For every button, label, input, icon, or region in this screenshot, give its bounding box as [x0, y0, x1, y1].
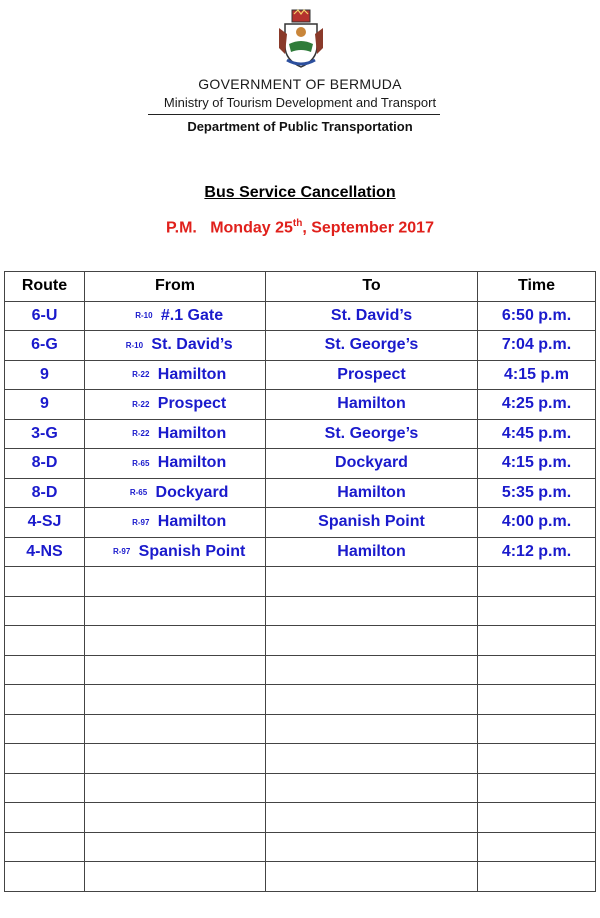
from-cell: [85, 508, 266, 538]
route-cell: 3-G: [5, 419, 85, 449]
cancellation-table: [4, 271, 596, 892]
empty-cell: [478, 832, 596, 862]
route-code: R-65: [129, 488, 148, 498]
empty-table-row: [5, 832, 596, 862]
table-row: [5, 449, 596, 479]
empty-cell: [5, 832, 85, 862]
empty-cell: [5, 655, 85, 685]
from-cell: [85, 331, 266, 361]
table-row: [5, 331, 596, 361]
empty-cell: [85, 773, 266, 803]
table-row: [5, 508, 596, 538]
empty-cell: [266, 744, 478, 774]
route-code: R-97: [132, 517, 150, 527]
notice-day: Monday 25: [210, 219, 293, 237]
empty-cell: [478, 862, 596, 892]
empty-table-row: [5, 655, 596, 685]
route-code: R-65: [132, 458, 150, 468]
time-cell: 4:25 p.m.: [478, 390, 596, 420]
from-cell: [85, 449, 266, 479]
from-cell: [85, 478, 266, 508]
header-divider: [148, 114, 440, 115]
route-cell: 9: [5, 360, 85, 390]
to-cell: Hamilton: [266, 390, 478, 420]
empty-cell: [478, 773, 596, 803]
from-stop: Dockyard: [155, 483, 229, 501]
table-row: [5, 360, 596, 390]
route-code: R-10: [135, 311, 153, 321]
route-cell: 6-G: [5, 331, 85, 361]
empty-cell: [85, 832, 266, 862]
route-cell: 4-NS: [5, 537, 85, 567]
empty-table-row: [5, 626, 596, 656]
route-cell: 6-U: [5, 301, 85, 331]
from-stop: Hamilton: [157, 454, 227, 472]
time-cell: 4:15 p.m: [478, 360, 596, 390]
time-cell: 4:00 p.m.: [478, 508, 596, 538]
to-cell: Hamilton: [266, 478, 478, 508]
route-code: R-22: [132, 370, 150, 380]
column-header-time: Time: [478, 272, 596, 302]
government-name: GOVERNMENT OF BERMUDA: [198, 76, 402, 92]
empty-cell: [266, 685, 478, 715]
from-stop: Spanish Point: [138, 542, 246, 560]
empty-cell: [478, 744, 596, 774]
notice-period: P.M.: [166, 219, 197, 237]
empty-cell: [478, 685, 596, 715]
table-row: [5, 390, 596, 420]
empty-table-row: [5, 862, 596, 892]
empty-cell: [5, 685, 85, 715]
empty-cell: [85, 685, 266, 715]
from-cell: [85, 419, 266, 449]
time-cell: 4:45 p.m.: [478, 419, 596, 449]
from-stop: Prospect: [157, 395, 227, 413]
empty-cell: [85, 714, 266, 744]
column-header-from: From: [85, 272, 266, 302]
route-cell: 4-SJ: [5, 508, 85, 538]
route-code: R-22: [132, 399, 150, 409]
from-stop: Hamilton: [157, 365, 227, 383]
empty-cell: [85, 803, 266, 833]
empty-table-row: [5, 567, 596, 597]
to-cell: St. David’s: [266, 301, 478, 331]
empty-cell: [478, 655, 596, 685]
table-row: [5, 301, 596, 331]
empty-cell: [478, 626, 596, 656]
empty-table-row: [5, 744, 596, 774]
time-cell: 7:04 p.m.: [478, 331, 596, 361]
column-header-route: Route: [5, 272, 85, 302]
empty-cell: [478, 714, 596, 744]
to-cell: Prospect: [266, 360, 478, 390]
to-cell: Spanish Point: [266, 508, 478, 538]
empty-cell: [85, 596, 266, 626]
empty-table-row: [5, 773, 596, 803]
time-cell: 4:15 p.m.: [478, 449, 596, 479]
empty-cell: [85, 626, 266, 656]
empty-cell: [478, 596, 596, 626]
empty-cell: [85, 567, 266, 597]
to-cell: Dockyard: [266, 449, 478, 479]
table-row: [5, 419, 596, 449]
empty-cell: [266, 714, 478, 744]
route-code: R-97: [112, 547, 131, 557]
empty-cell: [5, 567, 85, 597]
column-header-to: To: [266, 272, 478, 302]
empty-cell: [5, 862, 85, 892]
time-cell: 5:35 p.m.: [478, 478, 596, 508]
empty-cell: [5, 773, 85, 803]
table-row: [5, 537, 596, 567]
from-cell: [85, 537, 266, 567]
from-stop: #.1 Gate: [160, 306, 224, 324]
from-stop: Hamilton: [157, 513, 227, 531]
route-cell: 8-D: [5, 478, 85, 508]
bermuda-coat-of-arms-icon: [275, 8, 327, 70]
empty-cell: [266, 596, 478, 626]
route-cell: 9: [5, 390, 85, 420]
empty-cell: [5, 803, 85, 833]
from-cell: [85, 360, 266, 390]
to-cell: St. George’s: [266, 331, 478, 361]
notice-date: [0, 218, 600, 237]
notice-day-suffix: th: [292, 218, 303, 229]
route-code: R-22: [132, 429, 150, 439]
empty-cell: [85, 862, 266, 892]
empty-cell: [266, 773, 478, 803]
empty-cell: [266, 567, 478, 597]
from-cell: [85, 301, 266, 331]
table-body: [5, 301, 596, 891]
route-code: R-10: [125, 340, 144, 350]
empty-cell: [5, 596, 85, 626]
empty-cell: [5, 714, 85, 744]
empty-table-row: [5, 596, 596, 626]
from-stop: Hamilton: [157, 424, 227, 442]
department-name: Department of Public Transportation: [187, 119, 413, 134]
to-cell: Hamilton: [266, 537, 478, 567]
empty-table-row: [5, 714, 596, 744]
empty-table-row: [5, 803, 596, 833]
empty-cell: [266, 655, 478, 685]
notice-month-year: , September 2017: [302, 219, 434, 237]
empty-cell: [85, 655, 266, 685]
to-cell: St. George’s: [266, 419, 478, 449]
time-cell: 4:12 p.m.: [478, 537, 596, 567]
route-cell: 8-D: [5, 449, 85, 479]
empty-cell: [266, 832, 478, 862]
empty-cell: [85, 744, 266, 774]
table-row: [5, 478, 596, 508]
empty-cell: [266, 626, 478, 656]
from-stop: St. David’s: [151, 336, 233, 354]
empty-cell: [266, 862, 478, 892]
empty-cell: [478, 803, 596, 833]
empty-table-row: [5, 685, 596, 715]
time-cell: 6:50 p.m.: [478, 301, 596, 331]
table-header-row: [5, 272, 596, 302]
empty-cell: [5, 744, 85, 774]
from-cell: [85, 390, 266, 420]
ministry-name: Ministry of Tourism Development and Transport: [163, 95, 437, 110]
empty-cell: [266, 803, 478, 833]
empty-cell: [5, 626, 85, 656]
empty-cell: [478, 567, 596, 597]
notice-title: Bus Service Cancellation: [204, 184, 396, 201]
